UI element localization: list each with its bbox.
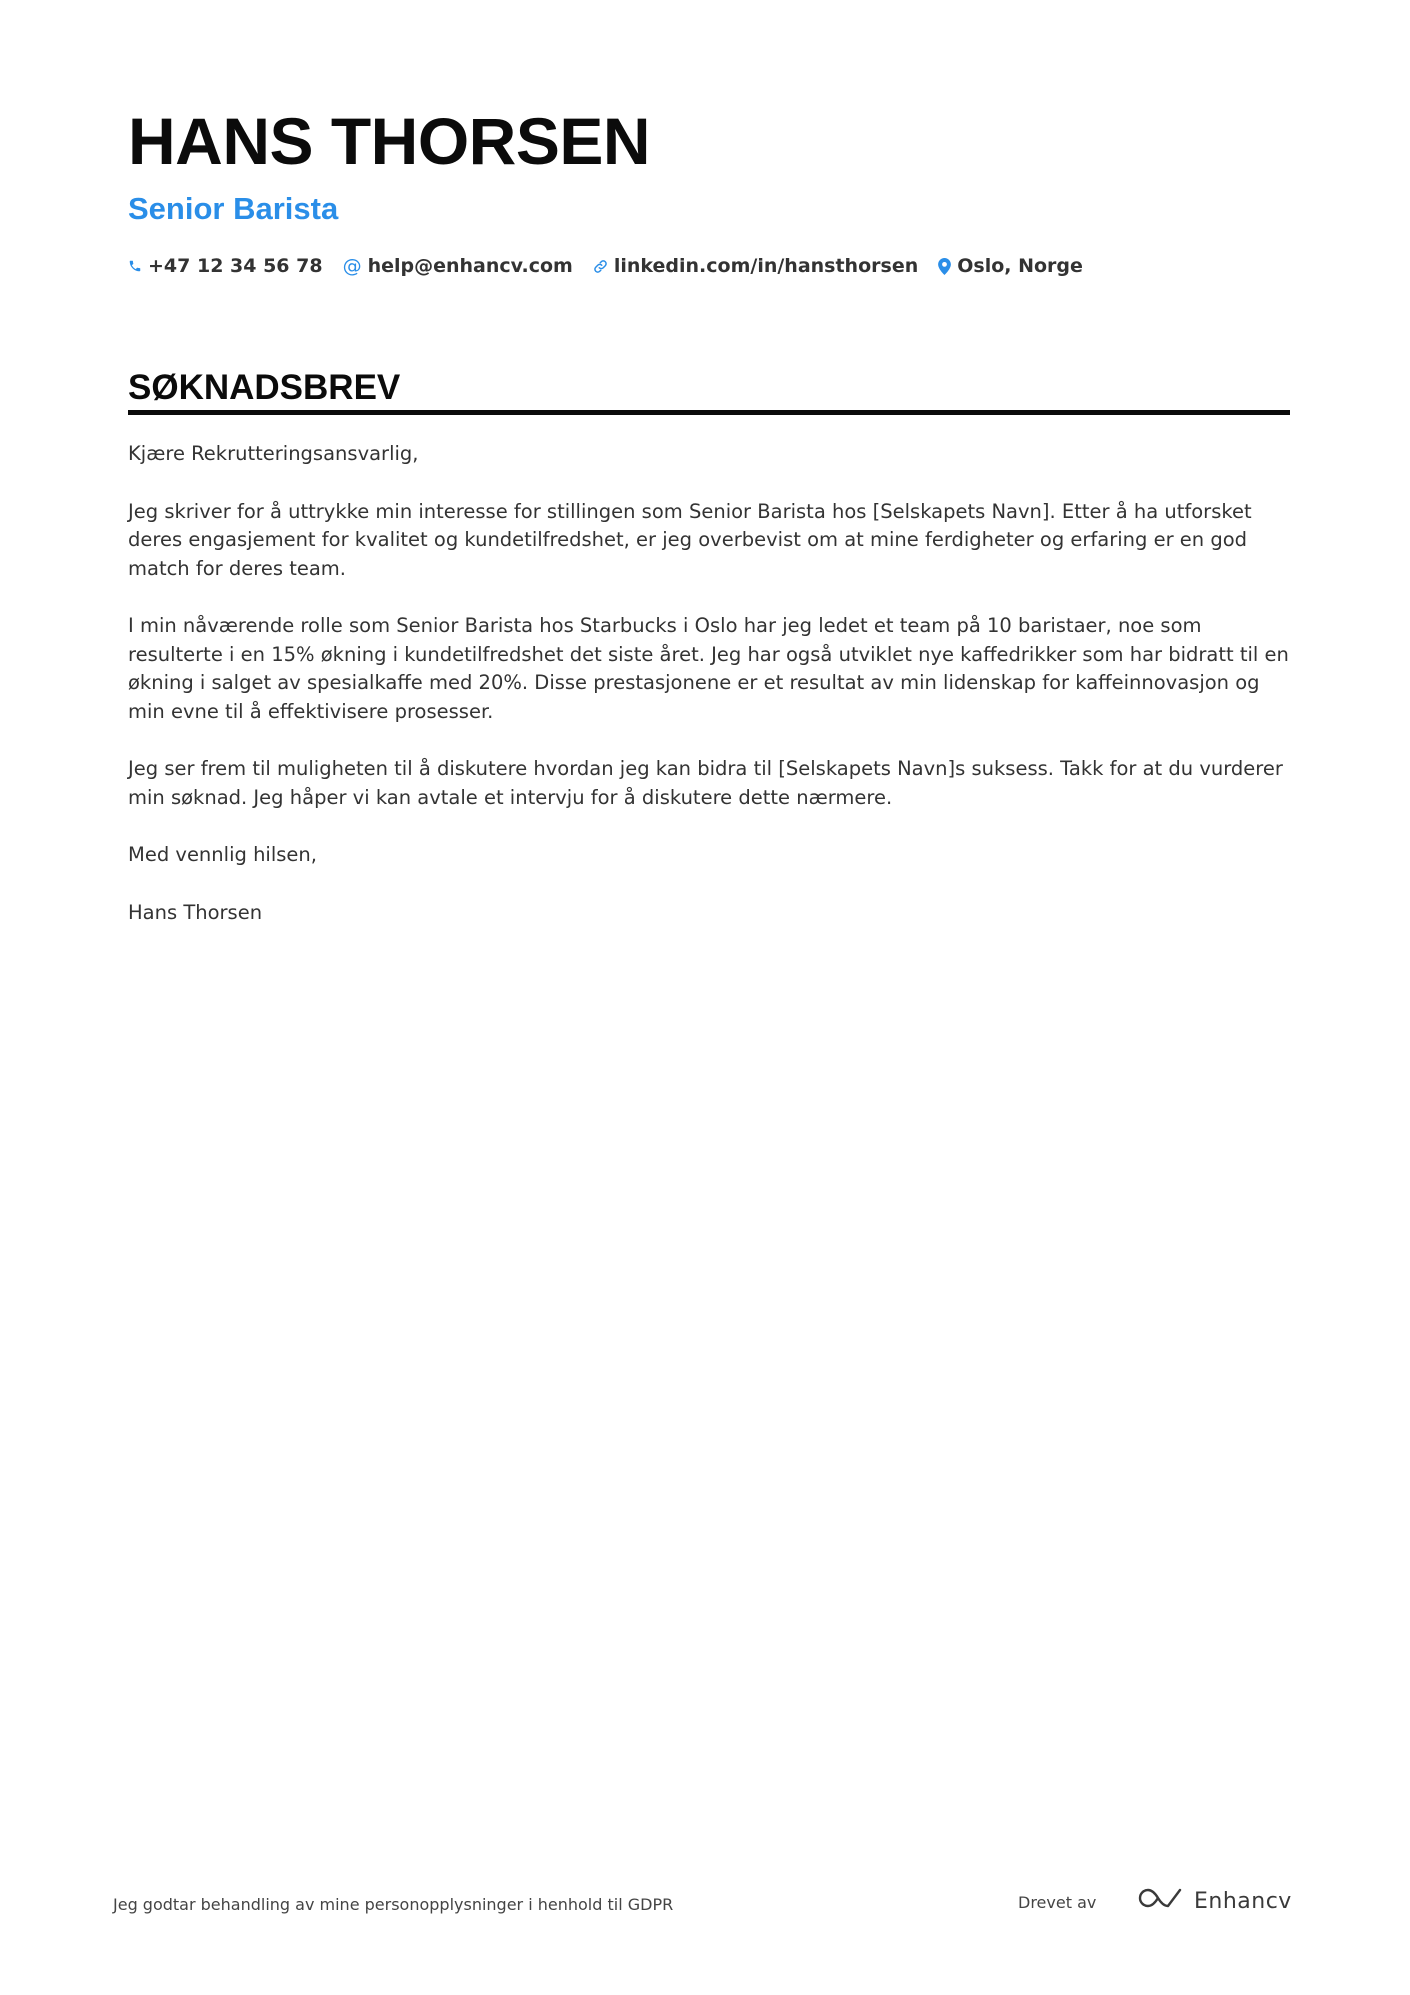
contact-linkedin-text: linkedin.com/in/hansthorsen xyxy=(613,255,919,277)
at-icon: @ xyxy=(342,255,362,277)
contact-phone-text: +47 12 34 56 78 xyxy=(148,255,323,277)
phone-icon xyxy=(128,259,142,273)
gdpr-consent-note: Jeg godtar behandling av mine personopplysninger i henhold til GDPR xyxy=(113,1895,674,1914)
section-divider xyxy=(128,410,1290,415)
letter-closing: Med vennlig hilsen, xyxy=(128,843,317,866)
letter-signature: Hans Thorsen xyxy=(128,900,263,924)
enhancv-logo-icon xyxy=(1138,1886,1184,1916)
contact-email-text: help@enhancv.com xyxy=(367,255,573,277)
section-title: SØKNADSBREV xyxy=(128,368,401,407)
enhancv-brand-link[interactable] xyxy=(1138,1886,1292,1916)
applicant-name: HANS THORSEN xyxy=(128,104,651,178)
contact-linkedin[interactable] xyxy=(593,255,918,277)
contact-bar xyxy=(128,255,1083,277)
contact-location xyxy=(938,255,1083,277)
letter-salutation: Kjære Rekrutteringsansvarlig, xyxy=(128,442,419,465)
brand-name: Enhancv xyxy=(1194,1888,1292,1914)
letter-paragraph: Jeg ser frem til muligheten til å diskutere hvordan jeg kan bidra til [Selskapets Navn]s suksess. Takk for at du vurderer min søknad. Jeg håper vi kan avtale et intervju for å diskutere dette nærmere. xyxy=(128,757,1283,809)
letter-paragraph: I min nåværende rolle som Senior Barista hos Starbucks i Oslo har jeg ledet et team på 10 baristaer, noe som resulterte i en 15% økning i kundetilfredshet det siste året. Jeg har også utviklet nye kaffedrikker som har bidratt til en økning i salget av spesialkaffe med 20%. Disse prestasjonene er et resultat av min lidenskap for kaffeinnovasjon og min evne til å effektivisere prosesser. xyxy=(128,614,1289,723)
location-pin-icon xyxy=(938,258,951,275)
contact-phone[interactable] xyxy=(128,255,323,277)
powered-by-label: Drevet av xyxy=(1018,1893,1097,1912)
link-icon xyxy=(593,259,608,274)
applicant-role: Senior Barista xyxy=(128,191,339,226)
letter-body xyxy=(128,440,1290,956)
contact-location-text: Oslo, Norge xyxy=(957,255,1083,277)
contact-email[interactable] xyxy=(343,255,573,277)
letter-paragraph: Jeg skriver for å uttrykke min interesse for stillingen som Senior Barista hos [Selskapets Navn]. Etter å ha utforsket deres engasjement for kvalitet og kundetilfredshet, er jeg overbevist om at mine ferdigheter og erfaring er en god match for deres team. xyxy=(128,499,1252,580)
